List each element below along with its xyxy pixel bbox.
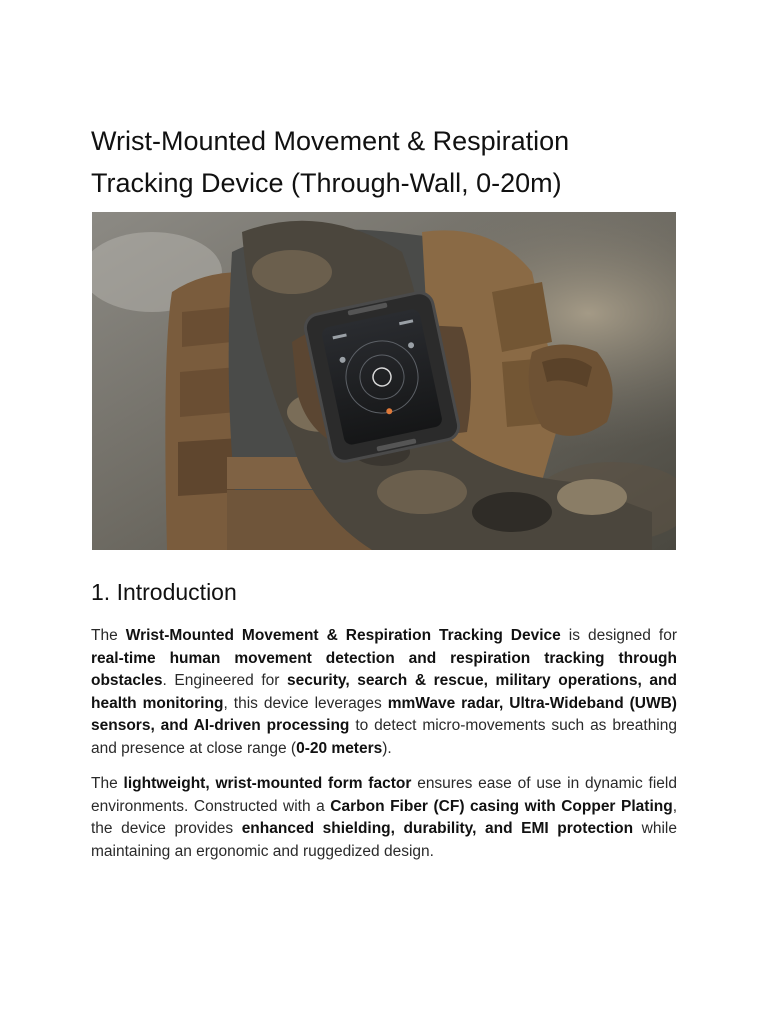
bold-text-run: lightweight, wrist-mounted form factor [123, 775, 412, 792]
text-run: is designed for [560, 627, 677, 644]
bold-text-run: enhanced shielding, durability, and EMI protection [241, 820, 634, 837]
bold-text-run: Wrist-Mounted Movement & Respiration Tracking Device [125, 627, 561, 644]
text-run: while maintaining an ergonomic and ruggedized design. [91, 820, 677, 860]
document-title [91, 120, 691, 204]
text-run: to detect micro-movements such as breathing and presence at close range ( [91, 717, 677, 757]
intro-paragraph-2 [91, 773, 677, 863]
section-heading-introduction: 1. Introduction [91, 579, 237, 605]
device-photo [92, 212, 676, 550]
text-run: The [91, 775, 124, 792]
bold-text-run: Carbon Fiber (CF) casing with Copper Plating [330, 797, 673, 815]
bold-text-run: mmWave radar, Ultra-Wideband (UWB) sensors, and AI-driven processing [91, 694, 677, 734]
text-run: ensures ease of use in dynamic field environments. Constructed with a [91, 775, 677, 815]
bold-text-run: security, search & rescue, military operations, and health monitoring [91, 672, 677, 712]
bold-text-run: 0-20 meters [296, 739, 383, 757]
bold-text-run: real-time human movement detection and respiration tracking through obstacles [91, 649, 677, 689]
text-run: . Engineered for [162, 672, 288, 689]
text-run: , the device provides [91, 797, 677, 837]
title-line-2: Tracking Device (Through-Wall, 0-20m) [91, 168, 562, 198]
intro-paragraph-1 [91, 625, 677, 760]
text-run: The [91, 627, 126, 644]
text-run: ). [382, 739, 392, 757]
text-run: , this device leverages [223, 694, 388, 712]
title-line-1: Wrist-Mounted Movement & Respiration [91, 126, 570, 156]
